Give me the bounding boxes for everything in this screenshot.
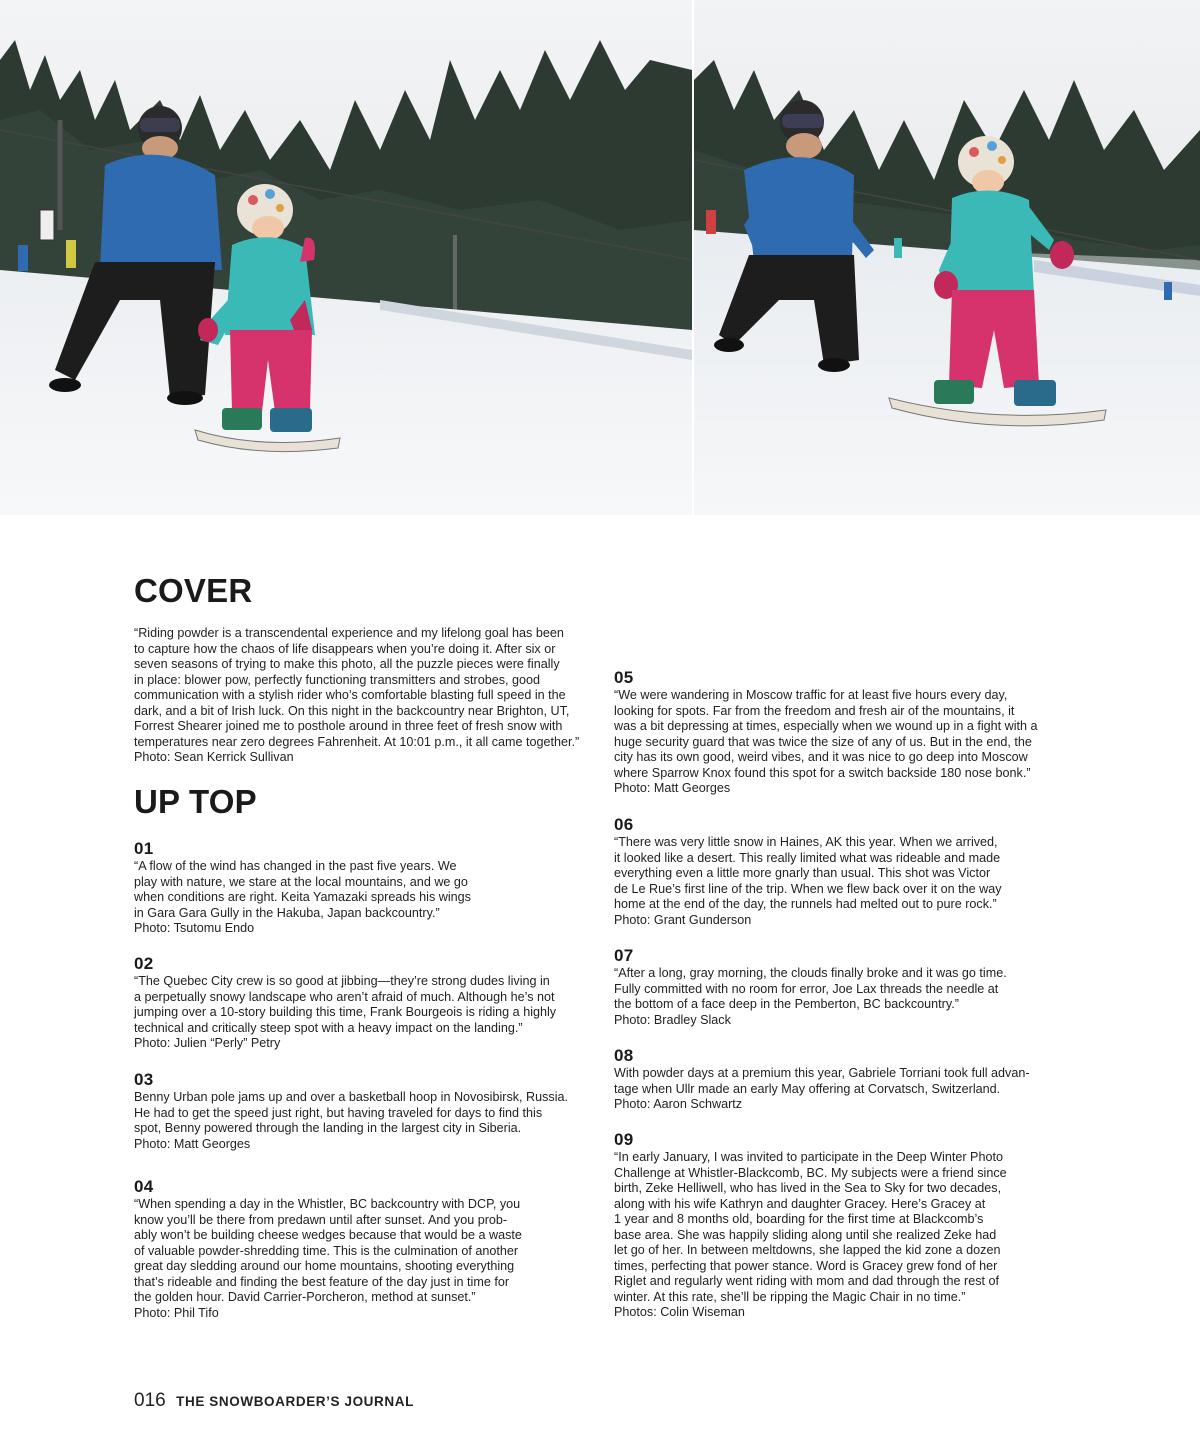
entry-08 [614, 1047, 1064, 1113]
entry-number: 02 [134, 954, 154, 973]
entry-credit: Photo: Tsutomu Endo [134, 921, 255, 935]
entry-number: 01 [134, 839, 154, 858]
entry-text: “When spending a day in the Whistler, BC backcountry with DCP, you know you’ll be there from predawn until after sunset. And you prob- ably won’t be building cheese wedges because that would be a waste of valuable powder-shredding time. This is the culmination of another great day sledding around our home mountains, shooting everything that’s rideable and finding the best feature of the day just in time for the golden hour. David Carrier-Porcheron, method at sunset.” [134, 1197, 522, 1304]
entry-text: “We were wandering in Moscow traffic for at least five hours every day, looking for spots. Far from the freedom and fresh air of the mountains, it was a bit depressing at times, especially when we wound up in a fight with a huge security guard that was twice the size of any of us. But in the end, the city has its own good, weird vibes, and it was nice to go deep into Moscow where Sparrow Knox found this spot for a switch backside 180 nose bonk.” [614, 688, 1038, 780]
entry-number: 06 [614, 815, 634, 834]
entry-09 [614, 1131, 1064, 1321]
entry-06 [614, 816, 1064, 928]
page-number: 016 [134, 1390, 166, 1411]
photo-right-image [694, 0, 1200, 515]
journal-name: THE SNOWBOARDER’S JOURNAL [176, 1394, 414, 1409]
entry-02 [134, 955, 604, 1052]
entry-number: 05 [614, 668, 634, 687]
entry-number: 08 [614, 1046, 634, 1065]
entry-05 [614, 669, 1064, 797]
photo-right [694, 0, 1200, 515]
entry-credit: Photos: Colin Wiseman [614, 1305, 745, 1319]
entry-07 [614, 947, 1064, 1028]
entry-text: “The Quebec City crew is so good at jibbing—they’re strong dudes living in a perpetually snowy landscape who aren’t afraid of much. Although he’s not jumping over a 10-story building this time, Frank Bourgeois is riding a highly technical and critically steep spot with a heavy impact on the landing.” [134, 974, 557, 1035]
entry-credit: Photo: Phil Tifo [134, 1305, 219, 1320]
entry-text: “After a long, gray morning, the clouds finally broke and it was go time. Fully committed with no room for error, Joe Lax threads the needle at the bottom of a face deep in the Pemberton, BC backcountry.” [614, 966, 1007, 1011]
entry-01 [134, 840, 604, 937]
entry-credit: Photo: Matt Georges [134, 1136, 251, 1151]
entry-credit: Photo: Grant Gunderson [614, 912, 752, 927]
entry-credit: Photo: Matt Georges [614, 781, 731, 795]
entry-number: 09 [614, 1130, 634, 1149]
entry-credit: Photo: Aaron Schwartz [614, 1097, 743, 1111]
photo-left-image [0, 0, 692, 515]
entry-text: “There was very little snow in Haines, AK this year. When we arrived, it looked like a desert. This really limited what was rideable and made everything even a little more gnarly than usual. This shot was Victor de Le Rue’s first line of the trip. When we flew back over it on the way home at the end of the day, the runnels had melted out to pure rock.” [614, 835, 1002, 911]
entry-text: Benny Urban pole jams up and over a basketball hoop in Novosibirsk, Russia. He had to get the speed just right, but having traveled for days to find this spot, Benny powered through the landing in the largest city in Siberia. [134, 1090, 569, 1135]
photo-left [0, 0, 692, 515]
cover-title: COVER [134, 572, 253, 609]
entry-text: With powder days at a premium this year, Gabriele Torriani took full advan- tage when Ullr made an early May offering at Corvatsch, Switzerland. [614, 1066, 1030, 1096]
entry-credit: Photo: Bradley Slack [614, 1012, 731, 1027]
entry-04 [134, 1178, 604, 1321]
cover-credit: Photo: Sean Kerrick Sullivan [134, 750, 294, 764]
page-footer [134, 1390, 414, 1412]
up-top-title: UP TOP [134, 783, 257, 820]
photo-strip [0, 0, 1200, 515]
entry-text: “In early January, I was invited to participate in the Deep Winter Photo Challenge at Whistler-Blackcomb, BC. My subjects were a friend since birth, Zeke Helliwell, who has lived in the Sea to Sky for two decades, along with his wife Kathryn and daughter Gracey. Here’s Gracey at 1 year and 8 months old, boarding for the first time at Blackcomb’s base area. She was happily sliding along until she realized Zeke had let go of her. In between meltdowns, she lapped the kid zone a dozen times, perfecting that power stance. Word is Gracey grew fond of her Riglet and regularly went riding with mom and dad through the rest of winter. At this rate, she’ll be ripping the Magic Chair in no time.” [614, 1150, 1007, 1304]
cover-entry [134, 626, 604, 766]
entry-number: 07 [614, 946, 634, 965]
cover-text: “Riding powder is a transcendental experience and my lifelong goal has been to capture how the chaos of life disappears when you’re doing it. After six or seven seasons of trying to make this photo, all the puzzle pieces were finally in place: blower pow, perfectly functioning transmitters and strobes, good communication with a stylish rider who’s comfortable blasting full speed in the dark, and a bit of Irish luck. On this night in the backcountry near Brighton, UT, Forrest Shearer joined me to posthole around in three feet of fresh snow with temperatures near zero degrees Fahrenheit. At 10:01 p.m., it all came together.” [134, 626, 580, 749]
entry-03 [134, 1071, 604, 1152]
entry-number: 04 [134, 1177, 154, 1196]
entry-number: 03 [134, 1070, 154, 1089]
entry-credit: Photo: Julien “Perly” Petry [134, 1036, 281, 1050]
entry-text: “A flow of the wind has changed in the past five years. We play with nature, we stare at the local mountains, and we go when conditions are right. Keita Yamazaki spreads his wings in Gara Gara Gully in the Hakuba, Japan backcountry.” [134, 859, 471, 920]
